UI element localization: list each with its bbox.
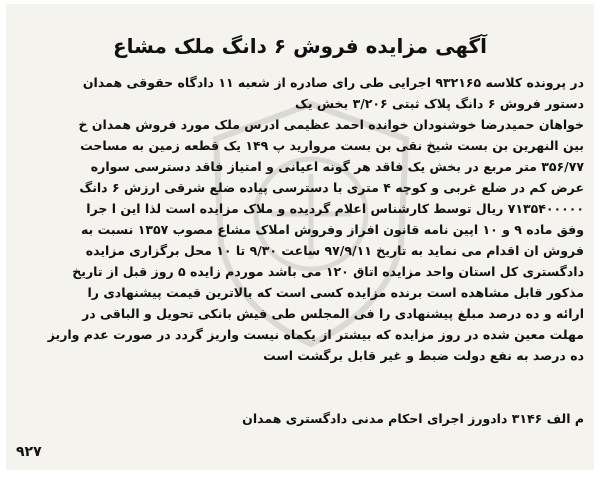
- notice-line: ۷۱۳۵۴۰۰۰۰۰ ریال توسط کارشناس اعلام گردیده و ملاک مزایده است لذا این ا جرا: [86, 201, 584, 216]
- notice-line: بین النهرین بن بست شیخ نقی بن بست مروارید پ ۱۴۹ یک قطعه زمین به مساحت: [80, 138, 584, 153]
- notice-line: وفق ماده ۹ و ۱۰ اپین نامه قانون افراز وفروش املاک مشاع مصوب ۱۳۵۷ نسبت به: [80, 222, 584, 237]
- notice-line: مذکور قابل مشاهده است برنده مزایده کسی است که بالاترین قیمت پیشنهادی را: [87, 285, 584, 300]
- notice-title: آگهی مزایده فروش ۶ دانگ ملک مشاع: [112, 34, 488, 58]
- notice-signature: م الف ۳۱۴۶ دادورز اجرای احکام مدنی دادگستری همدان: [242, 411, 584, 426]
- notice-sheet: [6, 4, 594, 470]
- notice-line: ۳۵۶/۷۷ متر مربع در بخش یک فاقد هر گونه اعیانی و امتیاز فاقد دسترسی سواره: [90, 159, 584, 174]
- notice-line: خواهان حمیدرضا خوشنودان خوانده احمد عظیمی ادرس ملک مورد فروش همدان خ: [78, 117, 584, 132]
- notice-line: فروش ان اقدام می نماید به تاریخ ۹۷/۹/۱۱ ساعت ۹/۳۰ تا ۱۰ محل برگزاری مزایده: [85, 243, 584, 258]
- notice-line: در پرونده کلاسه ۹۳۲۱۶۵ اجرایی طی رای صادره از شعبه ۱۱ دادگاه حقوقی همدان: [82, 75, 584, 90]
- notice-line: ده درصد به نفع دولت ضبط و غیر قابل برگشت است: [263, 348, 584, 363]
- notice-line: دادگستری کل استان واحد مزایده اتاق ۱۲۰ می باشد موردم زایده ۵ روز قبل از تاریخ: [72, 264, 584, 279]
- notice-line: دستور فروش ۶ دانگ پلاک ثبتی ۳/۲۰۶ بخش یک: [295, 96, 584, 111]
- notice-body: [14, 72, 584, 366]
- notice-line: ارائه و ده درصد مبلغ پیشنهادی را فی المجلس طی فیش بانکی تحویل و الباقی در: [82, 306, 584, 321]
- notice-line: عرض کم در ضلع غربی و کوچه ۴ متری با دسترسی پیاده ضلع شرقی ارزش ۶ دانگ: [79, 180, 584, 195]
- notice-line: مهلت معین شده در روز مزایده که بیشتر از یکماه نیست واریز گردد در صورت عدم واریز: [47, 327, 584, 342]
- ad-number: ۹۲۷: [16, 444, 42, 460]
